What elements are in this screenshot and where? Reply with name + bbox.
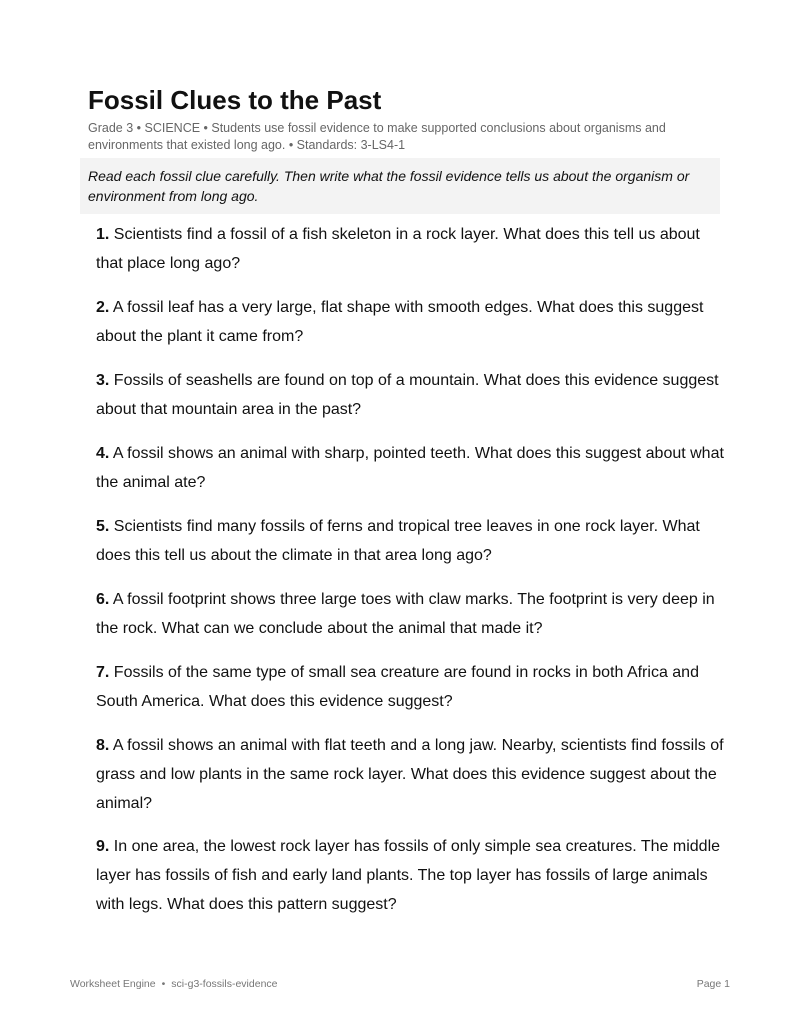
footer-left <box>70 978 278 990</box>
question-text: Fossils of seashells are found on top of a mountain. What does this evidence suggest about that mountain area in the past? <box>96 372 719 418</box>
question-item <box>96 220 726 278</box>
footer-worksheet-id: sci-g3-fossils-evidence <box>171 978 278 990</box>
question-number: 2. <box>96 299 110 316</box>
question-item <box>96 293 726 351</box>
instructions-box: Read each fossil clue carefully. Then write what the fossil evidence tells us about the organism or environment from long ago. <box>80 158 720 214</box>
question-number: 9. <box>96 838 110 855</box>
question-text: In one area, the lowest rock layer has fossils of only simple sea creatures. The middle layer has fossils of fish and early land plants. The top layer has fossils of large animals with legs. What does this pattern suggest? <box>96 838 721 913</box>
footer-separator: • <box>161 978 166 990</box>
footer-page-number: Page 1 <box>696 978 730 990</box>
question-text: Scientists find a fossil of a fish skeleton in a rock layer. What does this tell us about that place long ago? <box>96 226 700 272</box>
question-text: A fossil footprint shows three large toes with claw marks. The footprint is very deep in the rock. What can we conclude about the animal that made it? <box>96 591 715 637</box>
question-text: Scientists find many fossils of ferns and tropical tree leaves in one rock layer. What does this tell us about the climate in that area long ago? <box>96 518 700 564</box>
question-text: A fossil shows an animal with flat teeth and a long jaw. Nearby, scientists find fossils of grass and low plants in the same rock layer. What does this evidence suggest about the animal? <box>96 737 724 812</box>
question-item <box>96 731 726 818</box>
question-item <box>96 512 726 570</box>
question-number: 4. <box>96 445 110 462</box>
question-number: 3. <box>96 372 110 389</box>
question-item <box>96 585 726 643</box>
question-text: A fossil shows an animal with sharp, pointed teeth. What does this suggest about what the animal ate? <box>96 445 724 491</box>
footer-app-name: Worksheet Engine <box>70 978 156 990</box>
question-text: A fossil leaf has a very large, flat shape with smooth edges. What does this suggest about the plant it came from? <box>96 299 704 345</box>
question-number: 6. <box>96 591 110 608</box>
page-title: Fossil Clues to the Past <box>88 85 382 115</box>
question-number: 1. <box>96 226 110 243</box>
page-subtitle: Grade 3 • SCIENCE • Students use fossil evidence to make supported conclusions about organisms and environments that existed long ago. • Standards: 3-LS4-1 <box>88 121 666 152</box>
question-text: Fossils of the same type of small sea creature are found in rocks in both Africa and South America. What does this evidence suggest? <box>96 664 699 710</box>
question-item <box>96 832 726 919</box>
question-item <box>96 658 726 716</box>
question-number: 7. <box>96 664 110 681</box>
question-number: 5. <box>96 518 110 535</box>
question-item <box>96 366 726 424</box>
question-item <box>96 439 726 497</box>
question-number: 8. <box>96 737 110 754</box>
